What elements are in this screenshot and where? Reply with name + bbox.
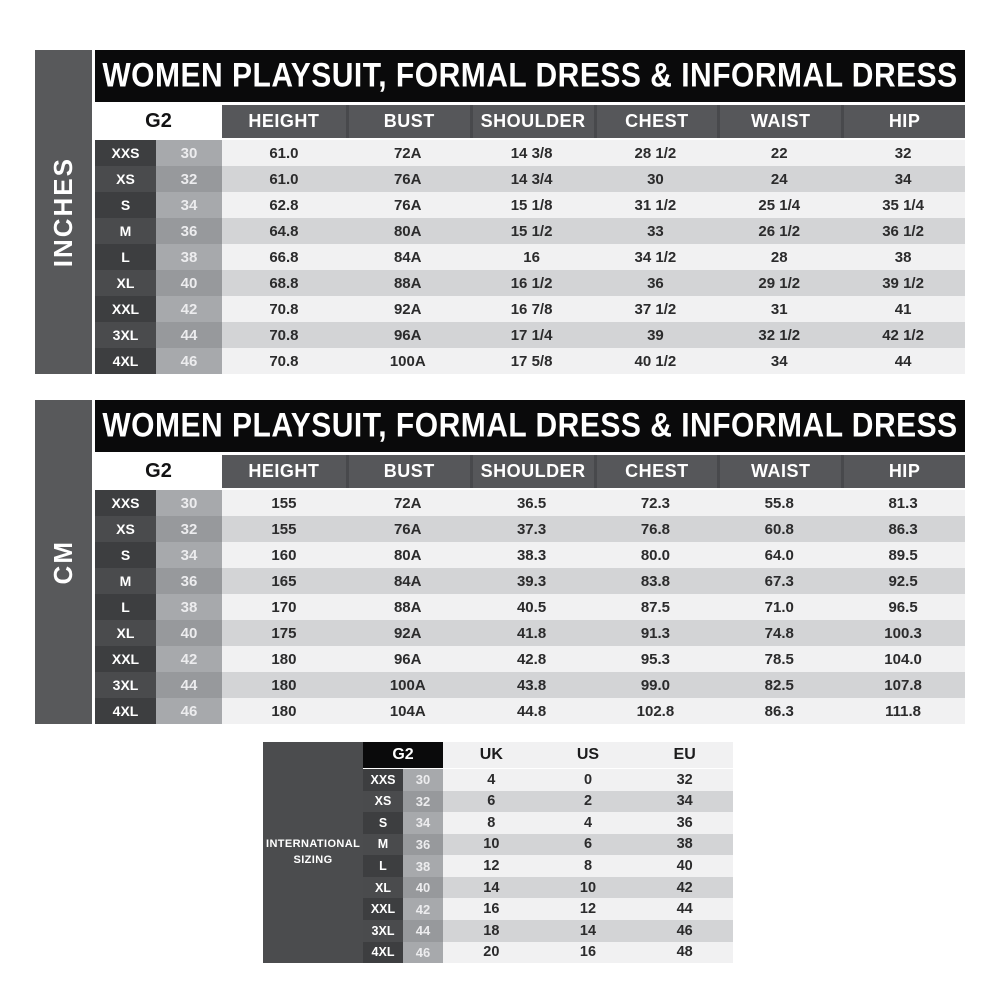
hip-cell: 38: [841, 244, 965, 270]
g2-size-cell: 38: [156, 594, 222, 620]
chest-cell: 40 1/2: [594, 348, 718, 374]
chest-cell: 33: [594, 218, 718, 244]
international-sizing-label: INTERNATIONAL SIZING: [263, 742, 363, 963]
table-row: [363, 920, 733, 942]
us-size-cell: 14: [540, 920, 637, 942]
shoulder-cell: 14 3/4: [470, 166, 594, 192]
international-header-row: [363, 742, 733, 768]
hip-cell: 92.5: [841, 568, 965, 594]
size-label-cell: L: [95, 244, 156, 270]
height-cell: 66.8: [222, 244, 346, 270]
height-cell: 170: [222, 594, 346, 620]
size-label-cell: L: [95, 594, 156, 620]
size-label-cell: 3XL: [95, 672, 156, 698]
size-system-header: G2: [363, 742, 443, 768]
chest-cell: 95.3: [594, 646, 718, 672]
shoulder-cell: 37.3: [470, 516, 594, 542]
size-label-cell: XXS: [363, 769, 403, 791]
chart-title: WOMEN PLAYSUIT, FORMAL DRESS & INFORMAL DRESS: [102, 406, 958, 445]
height-cell: 70.8: [222, 322, 346, 348]
size-label-cell: XL: [95, 270, 156, 296]
international-sizing-table: [263, 742, 733, 963]
height-cell: 70.8: [222, 348, 346, 374]
shoulder-cell: 16: [470, 244, 594, 270]
table-row: [95, 192, 965, 218]
shoulder-cell: 15 1/8: [470, 192, 594, 218]
inches-table-main: [95, 50, 965, 374]
cm-header-row: [95, 455, 965, 488]
table-row: [95, 270, 965, 296]
hip-cell: 96.5: [841, 594, 965, 620]
size-label-cell: M: [95, 568, 156, 594]
table-row: [95, 322, 965, 348]
chart-title: WOMEN PLAYSUIT, FORMAL DRESS & INFORMAL DRESS: [102, 56, 958, 95]
g2-size-cell: 34: [403, 812, 443, 834]
table-row: [95, 542, 965, 568]
column-header: WAIST: [717, 105, 841, 138]
g2-size-cell: 46: [403, 942, 443, 964]
table-row: [95, 594, 965, 620]
inches-unit-sidebar: [35, 50, 92, 374]
g2-size-cell: 40: [156, 270, 222, 296]
table-row: [363, 834, 733, 856]
size-label-cell: XXL: [95, 646, 156, 672]
shoulder-cell: 43.8: [470, 672, 594, 698]
waist-cell: 82.5: [717, 672, 841, 698]
us-size-cell: 16: [540, 942, 637, 964]
height-cell: 175: [222, 620, 346, 646]
column-header: SHOULDER: [470, 455, 594, 488]
size-label-cell: M: [363, 834, 403, 856]
table-row: [95, 620, 965, 646]
g2-size-cell: 36: [403, 834, 443, 856]
table-row: [95, 490, 965, 516]
chest-cell: 72.3: [594, 490, 718, 516]
bust-cell: 96A: [346, 322, 470, 348]
bust-cell: 84A: [346, 244, 470, 270]
table-row: [363, 791, 733, 813]
eu-size-cell: 38: [636, 834, 733, 856]
shoulder-cell: 39.3: [470, 568, 594, 594]
table-row: [95, 672, 965, 698]
uk-size-cell: 16: [443, 898, 540, 920]
bust-cell: 88A: [346, 270, 470, 296]
size-label-cell: XS: [95, 516, 156, 542]
uk-size-cell: 8: [443, 812, 540, 834]
g2-size-cell: 30: [156, 490, 222, 516]
g2-size-cell: 44: [156, 672, 222, 698]
chest-cell: 102.8: [594, 698, 718, 724]
table-row: [363, 855, 733, 877]
waist-cell: 26 1/2: [717, 218, 841, 244]
size-label-cell: XXL: [363, 898, 403, 920]
height-cell: 180: [222, 698, 346, 724]
shoulder-cell: 36.5: [470, 490, 594, 516]
us-size-cell: 4: [540, 812, 637, 834]
size-label-cell: XXS: [95, 140, 156, 166]
uk-size-cell: 10: [443, 834, 540, 856]
shoulder-cell: 41.8: [470, 620, 594, 646]
region-column-header: EU: [636, 742, 733, 768]
height-cell: 70.8: [222, 296, 346, 322]
shoulder-cell: 42.8: [470, 646, 594, 672]
size-label-cell: XS: [95, 166, 156, 192]
height-cell: 180: [222, 646, 346, 672]
international-table-main: [363, 742, 733, 963]
chest-cell: 39: [594, 322, 718, 348]
column-header: WAIST: [717, 455, 841, 488]
hip-cell: 89.5: [841, 542, 965, 568]
waist-cell: 29 1/2: [717, 270, 841, 296]
chest-cell: 36: [594, 270, 718, 296]
chest-cell: 37 1/2: [594, 296, 718, 322]
waist-cell: 31: [717, 296, 841, 322]
column-header: CHEST: [594, 105, 718, 138]
chest-cell: 31 1/2: [594, 192, 718, 218]
cm-size-table: [35, 400, 965, 724]
g2-size-cell: 34: [156, 542, 222, 568]
size-system-header: G2: [95, 455, 222, 488]
bust-cell: 100A: [346, 672, 470, 698]
bust-cell: 72A: [346, 490, 470, 516]
size-label-cell: XS: [363, 791, 403, 813]
waist-cell: 34: [717, 348, 841, 374]
chest-cell: 83.8: [594, 568, 718, 594]
g2-size-cell: 36: [156, 568, 222, 594]
table-row: [363, 812, 733, 834]
size-label-cell: S: [95, 542, 156, 568]
bust-cell: 92A: [346, 296, 470, 322]
size-label-cell: 4XL: [95, 348, 156, 374]
uk-size-cell: 6: [443, 791, 540, 813]
table-row: [95, 166, 965, 192]
waist-cell: 86.3: [717, 698, 841, 724]
uk-size-cell: 14: [443, 877, 540, 899]
waist-cell: 32 1/2: [717, 322, 841, 348]
g2-size-cell: 44: [403, 920, 443, 942]
bust-cell: 72A: [346, 140, 470, 166]
hip-cell: 41: [841, 296, 965, 322]
shoulder-cell: 38.3: [470, 542, 594, 568]
height-cell: 165: [222, 568, 346, 594]
waist-cell: 28: [717, 244, 841, 270]
column-header: HEIGHT: [222, 105, 346, 138]
table-row: [363, 769, 733, 791]
table-row: [95, 646, 965, 672]
eu-size-cell: 48: [636, 942, 733, 964]
size-label-cell: M: [95, 218, 156, 244]
waist-cell: 71.0: [717, 594, 841, 620]
height-cell: 180: [222, 672, 346, 698]
waist-cell: 67.3: [717, 568, 841, 594]
size-label-cell: L: [363, 855, 403, 877]
eu-size-cell: 40: [636, 855, 733, 877]
hip-cell: 35 1/4: [841, 192, 965, 218]
inches-size-table: [35, 50, 965, 374]
chest-cell: 80.0: [594, 542, 718, 568]
g2-size-cell: 30: [156, 140, 222, 166]
eu-size-cell: 36: [636, 812, 733, 834]
bust-cell: 76A: [346, 166, 470, 192]
table-row: [363, 877, 733, 899]
bust-cell: 92A: [346, 620, 470, 646]
us-size-cell: 6: [540, 834, 637, 856]
g2-size-cell: 36: [156, 218, 222, 244]
g2-size-cell: 34: [156, 192, 222, 218]
height-cell: 61.0: [222, 166, 346, 192]
g2-size-cell: 40: [156, 620, 222, 646]
hip-cell: 107.8: [841, 672, 965, 698]
height-cell: 61.0: [222, 140, 346, 166]
waist-cell: 22: [717, 140, 841, 166]
hip-cell: 104.0: [841, 646, 965, 672]
region-column-header: UK: [443, 742, 540, 768]
bust-cell: 80A: [346, 218, 470, 244]
inches-title-bar: [95, 50, 965, 102]
table-row: [95, 296, 965, 322]
shoulder-cell: 44.8: [470, 698, 594, 724]
shoulder-cell: 17 5/8: [470, 348, 594, 374]
uk-size-cell: 12: [443, 855, 540, 877]
eu-size-cell: 34: [636, 791, 733, 813]
international-table-body: [363, 769, 733, 963]
bust-cell: 96A: [346, 646, 470, 672]
us-size-cell: 10: [540, 877, 637, 899]
hip-cell: 39 1/2: [841, 270, 965, 296]
g2-size-cell: 32: [156, 516, 222, 542]
region-column-header: US: [540, 742, 637, 768]
inches-header-row: [95, 105, 965, 138]
bust-cell: 84A: [346, 568, 470, 594]
uk-size-cell: 4: [443, 769, 540, 791]
shoulder-cell: 15 1/2: [470, 218, 594, 244]
column-header: BUST: [346, 105, 470, 138]
waist-cell: 60.8: [717, 516, 841, 542]
g2-size-cell: 32: [156, 166, 222, 192]
cm-table-body: [95, 490, 965, 724]
table-row: [95, 698, 965, 724]
g2-size-cell: 46: [156, 698, 222, 724]
g2-size-cell: 30: [403, 769, 443, 791]
eu-size-cell: 42: [636, 877, 733, 899]
table-row: [363, 898, 733, 920]
waist-cell: 24: [717, 166, 841, 192]
size-label-cell: XXS: [95, 490, 156, 516]
table-row: [363, 942, 733, 964]
hip-cell: 100.3: [841, 620, 965, 646]
height-cell: 155: [222, 490, 346, 516]
hip-cell: 42 1/2: [841, 322, 965, 348]
us-size-cell: 0: [540, 769, 637, 791]
cm-title-bar: [95, 400, 965, 452]
shoulder-cell: 40.5: [470, 594, 594, 620]
table-row: [95, 244, 965, 270]
g2-size-cell: 40: [403, 877, 443, 899]
waist-cell: 78.5: [717, 646, 841, 672]
height-cell: 62.8: [222, 192, 346, 218]
bust-cell: 100A: [346, 348, 470, 374]
waist-cell: 64.0: [717, 542, 841, 568]
size-system-header: G2: [95, 105, 222, 138]
table-row: [95, 218, 965, 244]
size-label-cell: 4XL: [95, 698, 156, 724]
hip-cell: 34: [841, 166, 965, 192]
table-row: [95, 516, 965, 542]
column-header: HIP: [841, 105, 965, 138]
shoulder-cell: 16 7/8: [470, 296, 594, 322]
column-header: SHOULDER: [470, 105, 594, 138]
us-size-cell: 2: [540, 791, 637, 813]
us-size-cell: 8: [540, 855, 637, 877]
eu-size-cell: 44: [636, 898, 733, 920]
chest-cell: 91.3: [594, 620, 718, 646]
height-cell: 68.8: [222, 270, 346, 296]
column-header: CHEST: [594, 455, 718, 488]
g2-size-cell: 46: [156, 348, 222, 374]
size-label-cell: S: [363, 812, 403, 834]
height-cell: 64.8: [222, 218, 346, 244]
size-label-cell: 3XL: [95, 322, 156, 348]
cm-table-main: [95, 400, 965, 724]
size-label-cell: 3XL: [363, 920, 403, 942]
g2-size-cell: 44: [156, 322, 222, 348]
g2-size-cell: 38: [156, 244, 222, 270]
size-label-cell: XL: [363, 877, 403, 899]
bust-cell: 76A: [346, 516, 470, 542]
column-header: HEIGHT: [222, 455, 346, 488]
height-cell: 155: [222, 516, 346, 542]
shoulder-cell: 17 1/4: [470, 322, 594, 348]
bust-cell: 80A: [346, 542, 470, 568]
size-label-cell: XXL: [95, 296, 156, 322]
bust-cell: 88A: [346, 594, 470, 620]
chest-cell: 87.5: [594, 594, 718, 620]
chest-cell: 34 1/2: [594, 244, 718, 270]
column-header: HIP: [841, 455, 965, 488]
us-size-cell: 12: [540, 898, 637, 920]
hip-cell: 32: [841, 140, 965, 166]
shoulder-cell: 16 1/2: [470, 270, 594, 296]
waist-cell: 55.8: [717, 490, 841, 516]
uk-size-cell: 18: [443, 920, 540, 942]
inches-table-body: [95, 140, 965, 374]
table-row: [95, 568, 965, 594]
unit-label-inches: INCHES: [48, 156, 78, 268]
bust-cell: 104A: [346, 698, 470, 724]
g2-size-cell: 38: [403, 855, 443, 877]
g2-size-cell: 42: [156, 296, 222, 322]
hip-cell: 86.3: [841, 516, 965, 542]
waist-cell: 25 1/4: [717, 192, 841, 218]
cm-unit-sidebar: [35, 400, 92, 724]
hip-cell: 81.3: [841, 490, 965, 516]
chest-cell: 76.8: [594, 516, 718, 542]
size-label-cell: XL: [95, 620, 156, 646]
hip-cell: 36 1/2: [841, 218, 965, 244]
chest-cell: 30: [594, 166, 718, 192]
g2-size-cell: 32: [403, 791, 443, 813]
hip-cell: 111.8: [841, 698, 965, 724]
column-header: BUST: [346, 455, 470, 488]
table-row: [95, 348, 965, 374]
size-label-cell: S: [95, 192, 156, 218]
g2-size-cell: 42: [403, 898, 443, 920]
waist-cell: 74.8: [717, 620, 841, 646]
bust-cell: 76A: [346, 192, 470, 218]
uk-size-cell: 20: [443, 942, 540, 964]
eu-size-cell: 32: [636, 769, 733, 791]
size-label-cell: 4XL: [363, 942, 403, 964]
hip-cell: 44: [841, 348, 965, 374]
chest-cell: 28 1/2: [594, 140, 718, 166]
height-cell: 160: [222, 542, 346, 568]
g2-size-cell: 42: [156, 646, 222, 672]
chest-cell: 99.0: [594, 672, 718, 698]
shoulder-cell: 14 3/8: [470, 140, 594, 166]
unit-label-cm: CM: [48, 539, 78, 585]
table-row: [95, 140, 965, 166]
eu-size-cell: 46: [636, 920, 733, 942]
